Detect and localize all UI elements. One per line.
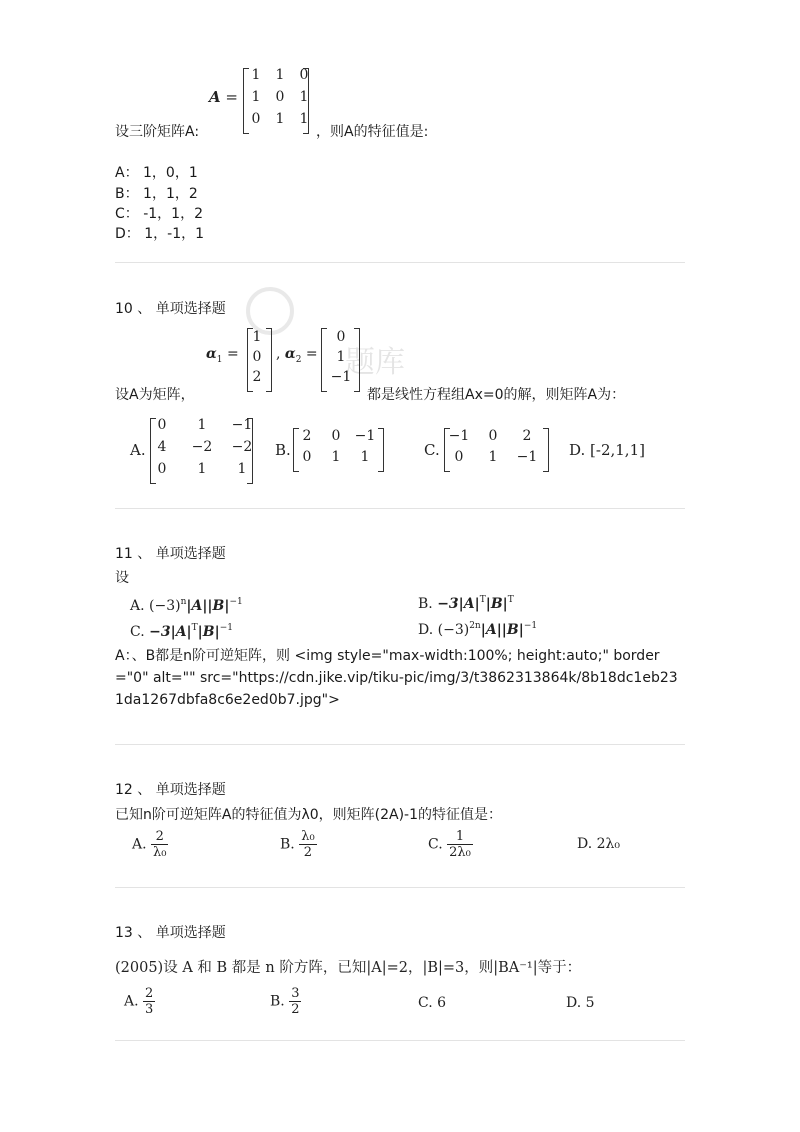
matrix-cell: −1 bbox=[330, 369, 352, 385]
matrix-cell: 1 bbox=[299, 89, 309, 105]
matrix-cell: 0 bbox=[275, 89, 285, 105]
q9-option-b[interactable]: B： 1，1，2 bbox=[115, 186, 198, 202]
q12-option-a[interactable]: A. $\frac{2}{\text{λ₀}}$ bbox=[132, 829, 167, 860]
matrix-cell: 1 bbox=[251, 67, 261, 83]
q13-option-c[interactable]: C. 6 bbox=[418, 995, 447, 1011]
watermark-text: 题库 bbox=[345, 345, 405, 380]
matrix-cell: 1 bbox=[197, 461, 207, 477]
matrix-cell: 1 bbox=[197, 417, 207, 433]
matrix-cell: −1 bbox=[354, 428, 376, 444]
matrix-cell: −2 bbox=[231, 439, 253, 455]
q11-option-d[interactable]: D. $(-3)^{2n}|A||B|^{-1}$ bbox=[418, 621, 538, 638]
q13-stem: (2005)设 A 和 B 都是 n 阶方阵，已知|A|=2，|B|=3，则|BA⁻¹|等于： bbox=[115, 960, 582, 976]
matrix-cell: 1 bbox=[251, 89, 261, 105]
matrix-cell: 0 bbox=[488, 428, 498, 444]
q13-option-d[interactable]: D. 5 bbox=[566, 995, 595, 1011]
q10-alpha2-left-bracket bbox=[321, 328, 327, 392]
q9-option-c[interactable]: C： -1，1，2 bbox=[115, 206, 203, 222]
matrix-cell: 0 bbox=[252, 349, 262, 365]
matrix-cell: 0 bbox=[454, 449, 464, 465]
q10-option-b-right-bracket bbox=[378, 428, 384, 472]
matrix-cell: 2 bbox=[522, 428, 532, 444]
q9-stem-suffix: ，则A的特征值是: bbox=[316, 124, 429, 140]
matrix-cell: 1 bbox=[488, 449, 498, 465]
matrix-cell: 1 bbox=[252, 329, 262, 345]
q11-option-c[interactable]: C. $-3|A|^T|B|^{-1}$ bbox=[130, 623, 233, 640]
q10-alpha2-right-bracket bbox=[354, 328, 360, 392]
matrix-cell: 0 bbox=[299, 67, 309, 83]
q10-option-b-label[interactable]: B. bbox=[275, 441, 291, 459]
matrix-cell: −2 bbox=[191, 439, 213, 455]
matrix-cell: 1 bbox=[336, 349, 346, 365]
q12-option-b[interactable]: B. $\frac{\text{λ₀}}{2}$ bbox=[280, 829, 315, 860]
matrix-cell: 0 bbox=[302, 449, 312, 465]
q13-header: 13 、 单项选择题 bbox=[115, 925, 226, 941]
matrix-cell: 2 bbox=[302, 428, 312, 444]
q10-alpha1-label: $\alpha_1$ = bbox=[206, 346, 239, 365]
q10-header: 10 、 单项选择题 bbox=[115, 301, 226, 317]
matrix-cell: 1 bbox=[299, 111, 309, 127]
q13-option-b[interactable]: B. $\frac{3}{2}$ bbox=[270, 986, 300, 1017]
q10-stem-suffix: 都是线性方程组Ax=0的解，则矩阵A为： bbox=[367, 387, 626, 403]
q12-option-d[interactable]: D. 2λ₀ bbox=[577, 836, 621, 852]
matrix-cell: 1 bbox=[275, 67, 285, 83]
q10-alpha2-label: , $\alpha_2$ = bbox=[276, 346, 318, 365]
matrix-cell: 1 bbox=[331, 449, 341, 465]
matrix-cell: −1 bbox=[516, 449, 538, 465]
q11-option-b[interactable]: B. $-3|A|^T|B|^T$ bbox=[418, 595, 514, 612]
divider bbox=[115, 262, 685, 263]
q9-stem-prefix: 设三阶矩阵A: bbox=[115, 124, 200, 140]
q10-option-c-label[interactable]: C. bbox=[424, 441, 440, 459]
q9-option-a[interactable]: A： 1，0，1 bbox=[115, 165, 198, 181]
divider bbox=[115, 887, 685, 888]
q10-option-c-right-bracket bbox=[543, 428, 549, 472]
matrix-cell: 1 bbox=[275, 111, 285, 127]
q11-stem: 设 bbox=[115, 570, 129, 586]
matrix-cell: 0 bbox=[157, 461, 167, 477]
matrix-cell: 4 bbox=[157, 439, 167, 455]
divider bbox=[115, 1040, 685, 1041]
matrix-cell: 1 bbox=[360, 449, 370, 465]
matrix-cell: 0 bbox=[336, 329, 346, 345]
matrix-cell: −1 bbox=[448, 428, 470, 444]
matrix-cell: −1 bbox=[231, 417, 253, 433]
divider bbox=[115, 508, 685, 509]
matrix-cell: 1 bbox=[237, 461, 247, 477]
q11-answer-text: A：、B都是n阶可逆矩阵，则 <img style="max-width:100%; height:auto;" border="0" alt="" src="https://cdn.jike.vip/tiku-pic/img/3/t3862313864k/8b18dc1eb231da1267dbfa8c6e2ed0b7.jpg"> bbox=[115, 648, 678, 708]
q12-header: 12 、 单项选择题 bbox=[115, 782, 226, 798]
divider bbox=[115, 744, 685, 745]
q9-option-d[interactable]: D： 1，-1，1 bbox=[115, 226, 205, 242]
matrix-cell: 0 bbox=[251, 111, 261, 127]
q12-option-c[interactable]: C. $\frac{1}{\text{2λ₀}}$ bbox=[428, 829, 471, 860]
matrix-cell: 2 bbox=[252, 369, 262, 385]
q9-matrix-name: A = bbox=[209, 88, 238, 106]
q10-option-a-label[interactable]: A. bbox=[130, 441, 146, 459]
q11-header: 11 、 单项选择题 bbox=[115, 546, 226, 562]
q11-option-a[interactable]: A. $(-3)^n|A||B|^{-1}$ bbox=[130, 597, 243, 614]
q13-option-a[interactable]: A. $\frac{2}{3}$ bbox=[124, 986, 154, 1017]
matrix-cell: 0 bbox=[331, 428, 341, 444]
q10-stem-prefix: 设A为矩阵， bbox=[115, 387, 195, 403]
q12-stem: 已知n阶可逆矩阵A的特征值为λ0，则矩阵(2A)-1的特征值是： bbox=[115, 807, 503, 823]
matrix-cell: 0 bbox=[157, 417, 167, 433]
q10-option-d[interactable]: D. [-2,1,1] bbox=[569, 441, 645, 459]
